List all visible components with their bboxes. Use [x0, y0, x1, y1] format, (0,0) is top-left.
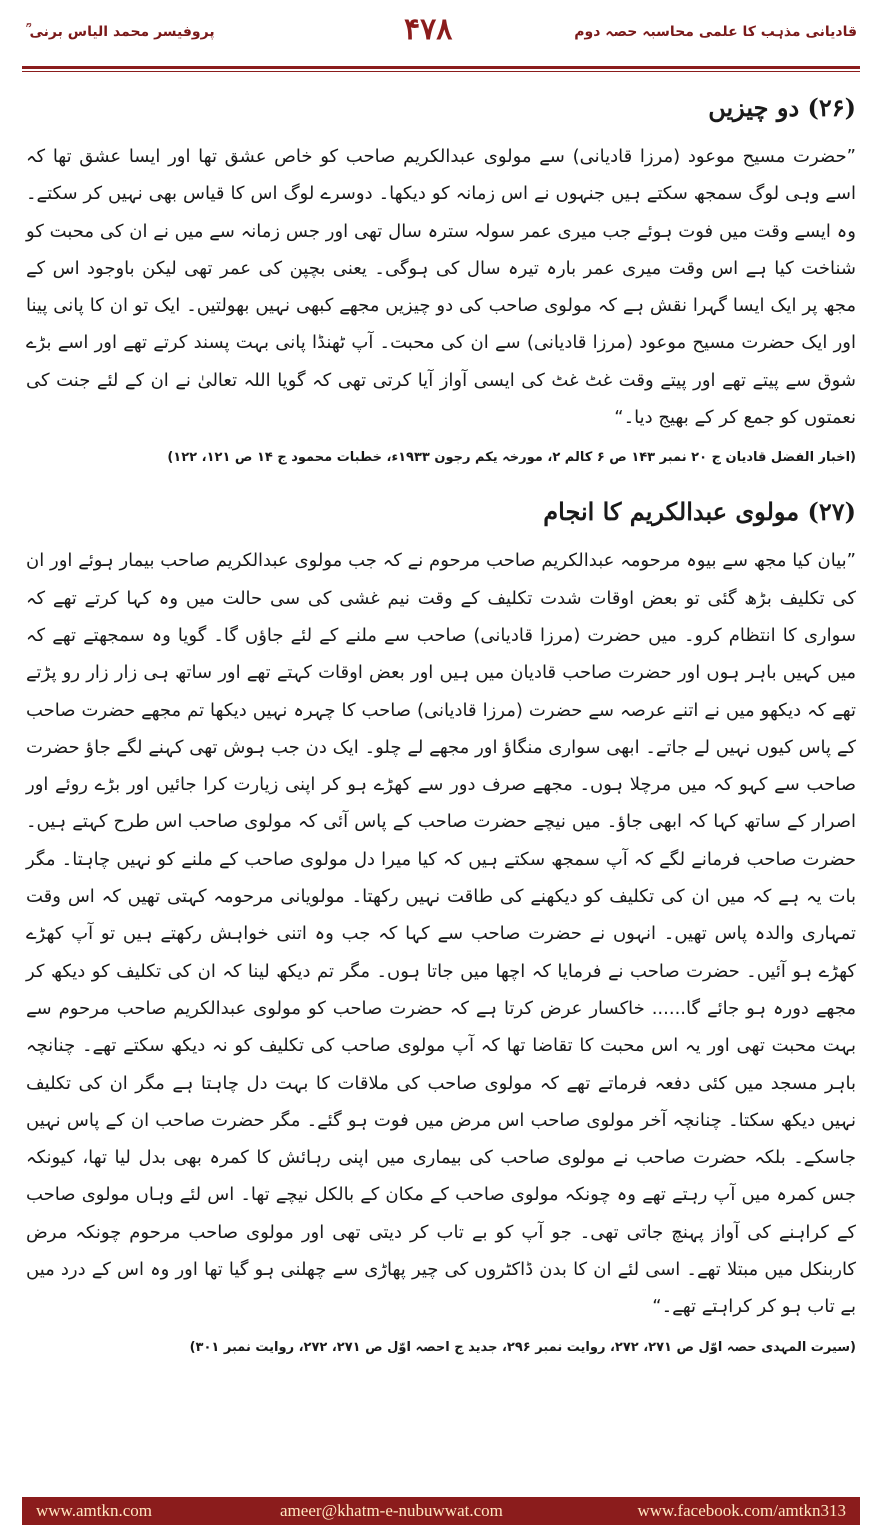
- page-footer: [22, 1497, 860, 1525]
- section-two-things: [26, 88, 856, 470]
- section-heading: (۲۶) دو چیزیں: [708, 93, 856, 122]
- page-content: [26, 88, 856, 1382]
- email-link[interactable]: ameer@khatm-e-nubuwwat.com: [280, 1501, 503, 1520]
- page-header: [0, 0, 881, 70]
- section-body: ”بیان کیا مجھ سے بیوہ مرحومہ عبدالکریم صاحب مرحوم نے کہ جب مولوی عبدالکریم صاحب بیمار ہوئے اور ان کی تکلیف بڑھ گئی تو بعض اوقات شدت تکلیف کے وقت نیم غشی کی سی حالت میں وہ کہا کرتے تھے کہ سواری کا انتظام کرو۔ میں حضرت (مرزا قادیانی) صاحب سے ملنے کے لئے جاؤں گا۔ گویا وہ سمجھتے تھے کہ میں کہیں باہر ہوں اور حضرت صاحب قادیان میں ہیں اور بعض اوقات کہتے تھے اور ساتھ ہی زار زار رو پڑتے تھے کہ دیکھو میں نے اتنے عرصہ سے حضرت (مرزا قادیانی) صاحب کا چہرہ نہیں دیکھا تم مجھے حضرت صاحب کے پاس کیوں نہیں لے جاتے۔ ابھی سواری منگاؤ اور مجھے لے چلو۔ ایک دن جب ہوش تھی کہنے لگے جاؤ حضرت صاحب سے کہو کہ میں مرچلا ہوں۔ مجھے صرف دور سے کھڑے ہو کر اپنی زیارت کرا جائیں اور بڑے روئے اور اصرار کے ساتھ کہا کہ ابھی جاؤ۔ میں نیچے حضرت صاحب کے پاس آئی کہ مولوی صاحب اس طرح کہتے ہیں۔ حضرت صاحب فرمانے لگے کہ آپ سمجھ سکتے ہیں کہ کیا میرا دل مولوی صاحب کے ملنے کو نہیں چاہتا۔ مگر بات یہ ہے کہ میں ان کی تکلیف کو دیکھنے کی طاقت نہیں رکھتا۔ مولویانی مرحومہ کہتی تھیں کہ اس وقت تمہاری والدہ پاس تھیں۔ انہوں نے حضرت صاحب سے کہا کہ جب وہ اتنی خواہش رکھتے ہیں تو آپ کھڑے کھڑے ہو آئیں۔ حضرت صاحب نے فرمایا کہ اچھا میں جاتا ہوں۔ مگر تم دیکھ لینا کہ ان کی تکلیف کو دیکھ کر مجھے دورہ ہو جائے گا...... خاکسار عرض کرتا ہے کہ حضرت صاحب کو مولوی عبدالکریم صاحب مرحوم سے بہت محبت تھی اور یہ اس محبت کا تقاضا تھا کہ آپ مولوی صاحب کی تکلیف کو نہ دیکھ سکتے تھے۔ چنانچہ باہر مسجد میں کئی دفعہ فرماتے تھے کہ مولوی صاحب کی ملاقات کا بہت دل چاہتا ہے مگر ان کی تکلیف نہیں دیکھ سکتا۔ چنانچہ آخر مولوی صاحب اس مرض میں فوت ہو گئے۔ مگر حضرت صاحب ان کے پاس نہیں جاسکے۔ بلکہ حضرت صاحب نے مولوی صاحب کی بیماری میں اپنی رہائش کا کمرہ بھی بدل لیا تھا، کیونکہ جس کمرہ میں آپ رہتے تھے وہ چونکہ مولوی صاحب کے مکان کے بالکل نیچے تھا۔ اس لئے وہاں مولوی صاحب کے کراہنے کی آواز پہنچ جاتی تھی۔ جو آپ کو بے تاب کر دیتی تھی اور مولوی صاحب مرحوم چونکہ مرض کاربنکل میں مبتلا تھے۔ اسی لئے ان کا بدن ڈاکٹروں کی چیر پھاڑی سے چھلنی ہو گیا تھا اور وہ اس کے درد میں بے تاب ہو کر کراہتے تھے۔“: [26, 550, 857, 1318]
- header-divider: [22, 66, 860, 69]
- book-title: قادیانی مذہب کا علمی محاسبہ حصہ دوم: [574, 24, 857, 40]
- header-divider-thin: [22, 71, 860, 72]
- website-link[interactable]: www.amtkn.com: [36, 1501, 152, 1520]
- page-number: ۴۷۸: [404, 12, 453, 47]
- facebook-link[interactable]: www.facebook.com/amtkn313: [637, 1501, 846, 1520]
- section-reference: (سیرت المہدی حصہ اوّل ص ۲۷۱، ۲۷۲، روایت نمبر ۲۹۶، جدید ج احصہ اوّل ص ۲۷۱، ۲۷۲، روایت نمبر ۳۰۱): [189, 1339, 856, 1355]
- author-name: پروفیسر محمد الیاس برنی ؒ: [26, 24, 215, 40]
- section-end-of-maulvi: [26, 492, 856, 1359]
- section-reference: (اخبار الفضل قادیان ج ۲۰ نمبر ۱۴۳ ص ۶ کالم ۲، مورخہ یکم رجون ۱۹۳۳ء، خطبات محمود ج ۱۴ ص ۱۲۱، ۱۲۲): [167, 450, 856, 466]
- section-heading: (۲۷) مولوی عبدالکریم کا انجام: [543, 497, 856, 527]
- section-body: ”حضرت مسیح موعود (مرزا قادیانی) سے مولوی عبدالکریم صاحب کو خاص عشق تھا اور ایسا عشق تھا کہ اسے وہی لوگ سمجھ سکتے ہیں جنہوں نے اس زمانہ کو دیکھا۔ دوسرے لوگ اس کا قیاس بھی نہیں کر سکتے۔ وہ ایسے وقت میں فوت ہوئے جب میری عمر سولہ سترہ سال تھی اور جس زمانہ سے میں نے ان کی محبت کو شناخت کیا ہے اس وقت میری عمر بارہ تیرہ سال کی ہوگی۔ یعنی بچپن کی عمر تھی لیکن باوجود اس کے مجھ پر ایک ایسا گہرا نقش ہے کہ مولوی صاحب کی دو چیزیں مجھے کبھی نہیں بھولتیں۔ ایک تو ان کا پانی پینا اور ایک حضرت مسیح موعود (مرزا قادیانی) سے ان کی محبت۔ آپ ٹھنڈا پانی بہت پسند کرتے تھے اور اسے بڑے شوق سے پیتے تھے اور پیتے وقت غٹ غٹ کی ایسی آواز آیا کرتی تھی کہ گویا اللہ تعالیٰ نے ان کے لئے جنت کی نعمتوں کو جمع کر کے بھیج دیا۔“: [26, 146, 856, 429]
